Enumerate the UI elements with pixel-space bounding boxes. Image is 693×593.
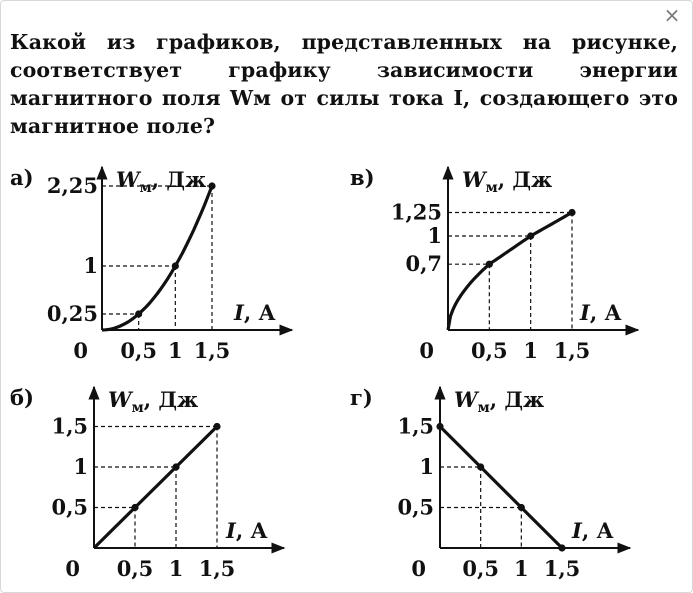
x-tick-label: 0,5 <box>120 338 157 363</box>
y-tick-label: 1 <box>83 253 98 278</box>
data-point <box>172 262 179 269</box>
y-axis-label: $W_м$, Дж <box>454 387 545 416</box>
x-tick-label: 1,5 <box>193 338 231 363</box>
origin-label: 0 <box>411 556 426 581</box>
chart-panel-1 <box>10 165 292 363</box>
y-tick-label: 0,7 <box>405 251 442 277</box>
y-axis-label: $W_м$, Дж <box>108 387 199 416</box>
x-axis-label: I, А <box>234 300 276 325</box>
y-tick-label: 1,5 <box>51 413 88 439</box>
data-point <box>486 261 493 268</box>
y-tick-label: 0,5 <box>397 494 434 520</box>
data-point <box>208 182 215 189</box>
chart-panel-3 <box>10 385 284 581</box>
data-point <box>436 423 443 430</box>
panel-label: б) <box>10 385 34 410</box>
data-point <box>568 209 575 216</box>
data-point <box>172 463 179 470</box>
x-tick-label: 0,5 <box>116 556 154 581</box>
y-axis-label: $W_м$, Дж <box>116 167 207 196</box>
y-tick-label: 1 <box>419 454 434 479</box>
x-tick-label: 1 <box>168 556 184 581</box>
x-axis-label: I, А <box>580 300 622 325</box>
y-axis-label: $W_м$, Дж <box>462 167 553 196</box>
data-point <box>135 310 142 317</box>
y-tick-label: 1 <box>73 454 88 479</box>
data-point <box>527 232 534 239</box>
x-tick-label: 1 <box>514 556 529 581</box>
series-line <box>102 186 212 330</box>
x-axis-label: I, А <box>226 518 268 543</box>
question-text: Какой из графиков, представленных на рисунке, соответствует графику зависимости энергии магнитного поля Wм от силы тока I, создающего это магнитное поле? <box>10 30 678 138</box>
panel-label: г) <box>350 385 373 410</box>
x-tick-label: 1 <box>523 338 538 363</box>
x-tick-label: 1,5 <box>198 556 236 581</box>
data-point <box>131 504 138 511</box>
data-point <box>518 504 525 511</box>
series-line <box>94 427 217 549</box>
x-tick-label: 1 <box>168 338 183 363</box>
data-point <box>558 544 565 551</box>
chart-panel-4 <box>350 385 630 581</box>
x-tick-label: 0,5 <box>471 338 508 363</box>
y-tick-label: 1,5 <box>397 413 434 439</box>
x-axis-label: I, А <box>572 518 614 543</box>
x-tick-label: 1,5 <box>543 556 581 581</box>
x-tick-label: 1,5 <box>553 338 591 363</box>
data-point <box>477 463 484 470</box>
panel-label: в) <box>350 165 375 190</box>
y-tick-label: 0,5 <box>51 494 88 520</box>
series-line <box>440 427 562 549</box>
series-line <box>448 213 572 331</box>
y-tick-label: 0,25 <box>46 301 98 326</box>
close-icon[interactable]: × <box>663 3 681 27</box>
origin-label: 0 <box>73 338 88 363</box>
origin-label: 0 <box>419 338 434 363</box>
x-tick-label: 0,5 <box>462 556 499 581</box>
data-point <box>213 423 220 430</box>
chart-panel-2 <box>350 165 638 363</box>
origin-label: 0 <box>65 556 80 581</box>
y-tick-label: 1 <box>427 223 442 248</box>
y-tick-label: 2,25 <box>46 173 98 198</box>
y-tick-label: 1,25 <box>390 199 442 225</box>
panel-label: а) <box>10 165 34 190</box>
